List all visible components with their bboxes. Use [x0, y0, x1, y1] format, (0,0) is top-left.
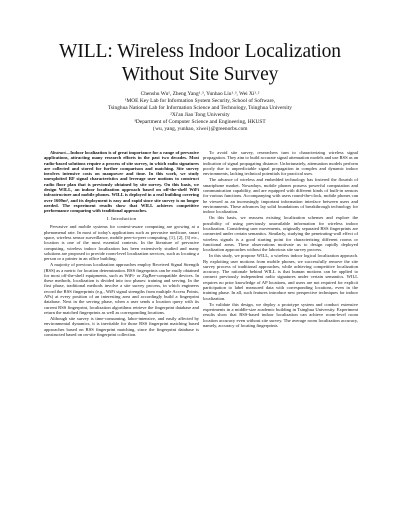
affiliation-line: ³Department of Computer Science and Engineering, HKUST — [134, 118, 266, 125]
abstract-label: Abstract — [50, 150, 66, 155]
body-paragraph: On this basis, we reassess existing localization schemes and explore the possibility of using previously unavailable information for wireless indoor localization. Considering user movements, originally separated RSS fingerprints are connected under certain semantics. Similarly, studying the penetrating-wall effect of wireless signals is a good starting point for characterizing different rooms or functional areas. These observations motivate us to design rapidly deployed localization approaches without the laborious site survey process. — [203, 215, 358, 253]
body-paragraph: The advance of wireless and embedded technology has fostered the flourish of smartphone market. Nowadays, mobile phones possess powerful computation and communication capability, and are equipped with different kinds of built-in sensors for various functions. Accompanying with users round-the-clock, mobile phones can be viewed as an increasingly important information interface between users and environments. These advances lay solid foundations of breakthrough technology for indoor localization. — [203, 177, 358, 215]
body-paragraph: To validate this design, we deploy a prototype system and conduct extensive experiments in a middle-size academic building in Tsinghua University. Experiment results show that RSS-based indoor localization can achieve room-level room location accuracy even without site survey. The average room localization accuracy, namely, accuracy of locating fingerprints — [203, 301, 358, 328]
affiliation-line: Tsinghua National Lab for Information Science and Technology, Tsinghua University — [108, 104, 292, 111]
affiliation-line: ²Xi'an Jiao Tong University — [170, 111, 230, 118]
body-paragraph: A majority of previous localization approaches employ Received Signal Strength (RSS) as a metric for location determination. RSS fingerprints can be easily obtained for most off-the-shelf equipments, such as WiFi- or ZigBee-compatible devices. In these methods, localization is divided into two phases: training and serving. In the first phase, traditional methods involve a site survey process, in which engineers record the RSS fingerprints (e.g., WiFi signal strengths from multiple Access Points, APs) at every position of an interesting area and accordingly build a fingerprint database. Next in the serving phase, when a user sends a location query with its current RSS fingerprint, localization algorithms retrieve the fingerprint database and return the matched fingerprints as well as corresponding locations. — [44, 262, 199, 315]
paper-title-line-1: WILL: Wireless Indoor Localization — [59, 41, 341, 62]
author-block — [20, 91, 380, 132]
body-paragraph: To avoid site survey, researchers turn to characterizing wireless signal propagation. They aim to build accurate signal attenuation models and use RSS as an indication of signal propagating distance. Unfortunately, attenuation models perform poorly due to unpredictable signal propagation in complex and dynamic indoor environments, lacking technical potentials for practical uses. — [203, 150, 358, 177]
body-paragraph: Pervasive and mobile systems for context-aware computing are growing at a phenomenal rate. In most of today's applications such as pervasive medicare, smart space, wireless sensor surveillance, mobile peer-to-peer computing, [1], [2], [3] etc., location is one of the most essential contexts. In the literature of pervasive computing, wireless indoor localization has been extensively studied and many solutions are proposed to provide room-level localization services, such as locating a person or a printer in an office building. — [44, 224, 199, 262]
body-paragraph: In this study, we propose WILL, a wireless indoor logical localization approach. By exploiting user motions from mobile phones, we successfully remove the site survey process of traditional approaches, while achieving competitive localization accuracy. The rationale behind WILL is that human motions can be applied to connect previously independent radio signatures under certain semantics. WILL requires no prior knowledge of AP locations, and users are not required for explicit participation to label measured data with corresponding locations, even in the training phase. In all, such features introduce new perspective techniques for indoor localization. — [203, 253, 358, 301]
affiliation-line: ¹MOE Key Lab for Information System Security, School of Software, — [124, 97, 276, 104]
right-column — [203, 150, 358, 514]
body-paragraph: Although site survey is time-consuming, labor-intensive, and easily affected by environmental dynamics, it is inevitable for those RSS fingerprint matching based approaches based on RSS fingerprint matching, since the fingerprint database is constructed based on on-site fingerprint collection. — [44, 316, 199, 337]
section-heading-introduction: I. Introduction — [106, 216, 137, 222]
paper-title-line-2: Without Site Survey — [121, 64, 279, 85]
author-emails: {wu, yang, yunhao, xiwei}@greenorbs.com — [152, 125, 248, 132]
abstract — [44, 150, 199, 213]
author-names: Chenshu Wu¹, Zheng Yang¹˒³, Yunhao Liu¹˒³, Wei Xi¹˒² — [140, 91, 260, 97]
paper-title — [20, 40, 380, 86]
left-column — [44, 150, 199, 514]
abstract-text: —Indoor localization is of great importance for a range of pervasive applications, attracting many research efforts in the past two decades. Most radio-based solutions require a process of site survey, in which radio signatures are collected and stored for further comparison and matching. Site survey involves intensive costs on manpower and time. In this work, we study unexploited RF signal characteristics and leverage user motions to construct radio floor plan that is previously obtained by site survey. On this basis, we design WILL, an indoor localization approach based on off-the-shelf WiFi infrastructure and mobile phones. WILL is deployed in a real building covering over 1600m², and its deployment is easy and rapid since site survey is no longer needed. The experiment results show that WILL achieves competitive performance comparing with traditional approaches. — [44, 150, 199, 214]
